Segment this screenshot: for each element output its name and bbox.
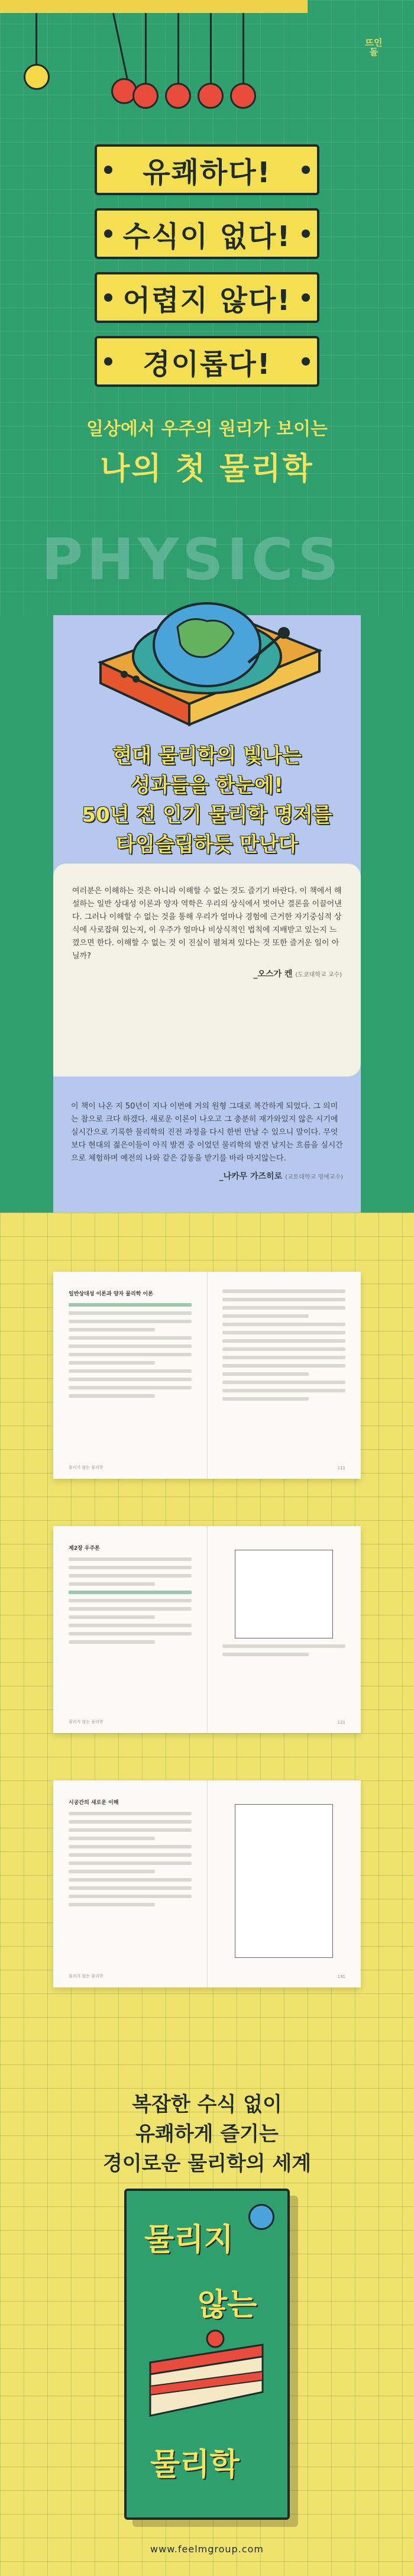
brand-logo-text: 뜨인 돌 [365, 37, 383, 57]
spread-left-page [53, 1272, 207, 1479]
bottom-title-line3: 경이로운 물리학의 세계 [102, 2152, 312, 2176]
spread-footer: 물리지 않는 물리학 [69, 1974, 104, 1979]
blue-title-line2: 성과들을 한눈에! [131, 774, 283, 797]
book-spread [53, 1272, 361, 1479]
quote-author [72, 968, 342, 980]
footer-url[interactable]: www.feelmgroup.com [150, 2543, 264, 2555]
quote-card [53, 864, 361, 1077]
spread-right-page [207, 1780, 361, 1987]
pendulum-string [210, 13, 212, 84]
blue-title-line1: 현대 물리학의 빛나는 [112, 744, 302, 768]
quote-author [71, 1170, 343, 1182]
spread-right-page [207, 1526, 361, 1733]
banner-4 [95, 336, 319, 387]
subtitle-line2: 나의 첫 물리학 [100, 451, 314, 487]
author-name: _오스가 켄 [253, 969, 293, 979]
banner-1 [95, 144, 319, 195]
banner-text: 유쾌하다! [143, 156, 271, 189]
banner-2 [95, 208, 319, 259]
globe-icon [248, 2204, 274, 2230]
spread-page-number: 121 [337, 1720, 345, 1725]
cake-illustration [144, 2327, 269, 2428]
blue-title-line4: 타임슬립하듯 만난다 [116, 833, 298, 856]
brand-logo [355, 28, 393, 66]
pendulum-string [145, 13, 147, 84]
author-note: (교토대학교 명예교수) [285, 1174, 343, 1181]
book-title-3: 물리학 [150, 2447, 240, 2483]
pendulum-string [35, 13, 37, 65]
spread-left-page [53, 1526, 207, 1733]
banner-text: 수식이 없다! [122, 219, 292, 253]
book-spread [53, 1780, 361, 1987]
physics-word: PHYSICS [41, 526, 342, 593]
bottom-title-line2: 유쾌하게 즐기는 [135, 2122, 279, 2146]
spread-page-number: 111 [337, 1466, 345, 1470]
pendulum-ball [230, 83, 256, 109]
spread-footer: 물리지 않는 물리학 [69, 1720, 104, 1724]
pendulum-ball [24, 64, 50, 90]
spread-left-page [53, 1780, 207, 1987]
spread-illustration [235, 1804, 333, 1958]
blue-title-line3: 50년 전 인기 물리학 명저를 [82, 803, 332, 827]
banner-text: 어렵지 않다! [122, 283, 292, 317]
spread-illustration [235, 1550, 333, 1638]
book-title-2: 않는 [198, 2287, 257, 2323]
quote-text: 이 책이 나온 지 50년이 지나 이번에 거의 원형 그대로 복간하게 되었다. 그 의미는 참으로 크다 하겠다. 새로운 이론이 나오고 그 충분히 재가와있지 않은 시기에 실시간으로 기록한 물리학의 진전 과정을 다시 한번 만날 수 있으니 말이다. 무엇보다 현대의 젊은이들이 아직 발견 중 이었던 물리학의 발견 날지는 흐름을 실시간으로 체험하며 예전의 나와 같은 감동을 받기를 바라 마지않는다. [71, 1102, 343, 1163]
turntable-svg [89, 562, 325, 733]
quote-text: 여러분은 이해하는 것은 아니라 이해할 수 없는 것도 즐기기 바란다. 이 책에서 해설하는 일반 상대성 이론과 양자 역학은 우리의 상식에서 벗어난 결론을 이끌어낸다. 그러나 이해할 수 없는 것을 통해 우리가 얼마나 경험에 근거한 자기중심적 상식에 사로잡혀 있는지, 이 우주가 얼마나 비상식적인 법칙에 지배받고 있는지 느꼈으면 한다. 이해할 수 없는 것 이 진실이 펼쳐져 있다는 것 또한 즐거운 일이 아닐까? [72, 887, 342, 961]
pendulum-string [242, 13, 244, 84]
quote-plain [71, 1100, 343, 1182]
subtitle-line1: 일상에서 우주의 원리가 보이는 [86, 419, 328, 439]
book-spread [53, 1526, 361, 1733]
pendulum-bar [0, 0, 308, 13]
pendulum-ball [132, 83, 159, 109]
bottom-title-line1: 복잡한 수식 없이 [132, 2093, 282, 2116]
spread-page-number: 131 [337, 1974, 345, 1979]
pendulum-string [112, 13, 129, 83]
spread-footer: 물리지 않는 물리학 [69, 1465, 104, 1470]
spread-heading: 시공간의 새로운 이해 [69, 1800, 119, 1806]
pendulum-string [177, 13, 179, 84]
pendulum-ball [198, 83, 224, 109]
banner-3 [95, 272, 319, 323]
spread-heading: 일반상대성 이론과 양자 물리학 이론 [69, 1291, 153, 1297]
banner-text: 경이롭다! [143, 347, 271, 381]
author-note: (도쿄대학교 교수) [295, 972, 342, 978]
book-cover [124, 2189, 290, 2520]
spread-right-page [207, 1272, 361, 1479]
author-name: _나카무 가즈히로 [219, 1172, 283, 1181]
pendulum-ball [165, 83, 191, 109]
spread-heading: 제2장 우주론 [69, 1546, 100, 1552]
book-title-1: 물리지 [144, 2222, 234, 2258]
